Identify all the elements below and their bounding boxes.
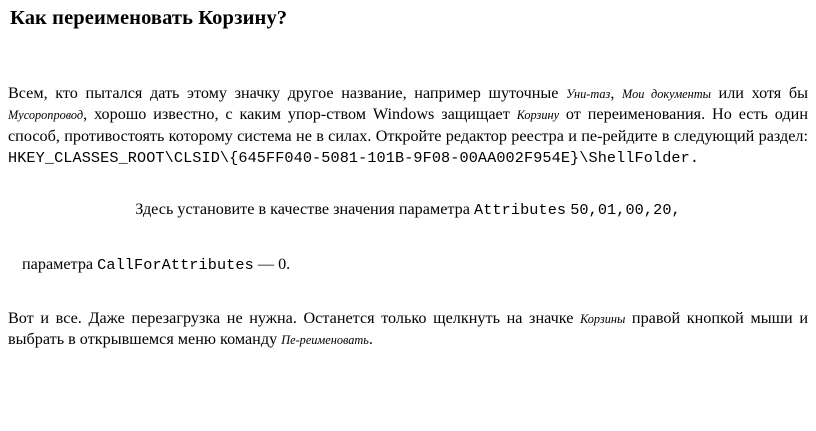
paragraph-intro-text-3: , хорошо известно, с каким упор-ством Windows защищает	[83, 105, 517, 124]
paragraph-conclusion-text-3: .	[368, 330, 373, 349]
paragraph-attributes	[8, 199, 808, 221]
page-title: Как переименовать Корзину?	[10, 7, 288, 29]
emphasis-korzinu: Корзину	[516, 108, 560, 123]
paragraph-intro	[8, 83, 808, 169]
code-attributes-value: 50,01,00,20,	[570, 200, 681, 219]
paragraph-intro-text-2: или хотя бы	[710, 83, 808, 102]
paragraph-intro-text-1: Всем, кто пытался дать этому значку другое название, например шуточные	[8, 83, 567, 102]
emphasis-korziny: Корзины	[580, 311, 626, 326]
paragraph-callforattributes-text-1: параметра	[22, 255, 98, 274]
code-callforattributes-name: CallForAttributes	[97, 256, 254, 275]
emphasis-moi-dokumenty: Мои документы	[622, 86, 711, 101]
registry-path-code: HKEY_CLASSES_ROOT\CLSID\{645FF040-5081-101B-9F08-00AA002F954E}\ShellFolder	[8, 149, 690, 168]
paragraph-intro-text-4: от переименования. Но есть один способ, противостоять которому система не в силах. Откройте редактор реестра и пе-рейдите в следующий раздел:	[8, 105, 808, 145]
paragraph-callforattributes-text-2: — 0.	[253, 255, 291, 274]
paragraph-intro-sep-1: ,	[610, 83, 623, 102]
registry-path-period: .	[689, 149, 700, 168]
paragraph-attributes-text-1: Здесь установите в качестве значения параметра	[135, 199, 474, 218]
paragraph-conclusion	[8, 308, 808, 351]
emphasis-musoroprovod: Мусоропровод	[8, 108, 84, 123]
paragraph-conclusion-text-2: правой кнопкой мыши и выбрать в открывшемся меню команду	[8, 308, 808, 349]
emphasis-unitaz: Уни-таз	[566, 86, 611, 101]
paragraph-conclusion-text-1: Вот и все. Даже перезагрузка не нужна. Останется только щелкнуть на значке	[8, 308, 581, 327]
emphasis-pereimenovat: Пе-реименовать	[281, 333, 369, 348]
paragraph-callforattributes	[8, 254, 808, 276]
code-attributes-name: Attributes	[474, 200, 567, 219]
